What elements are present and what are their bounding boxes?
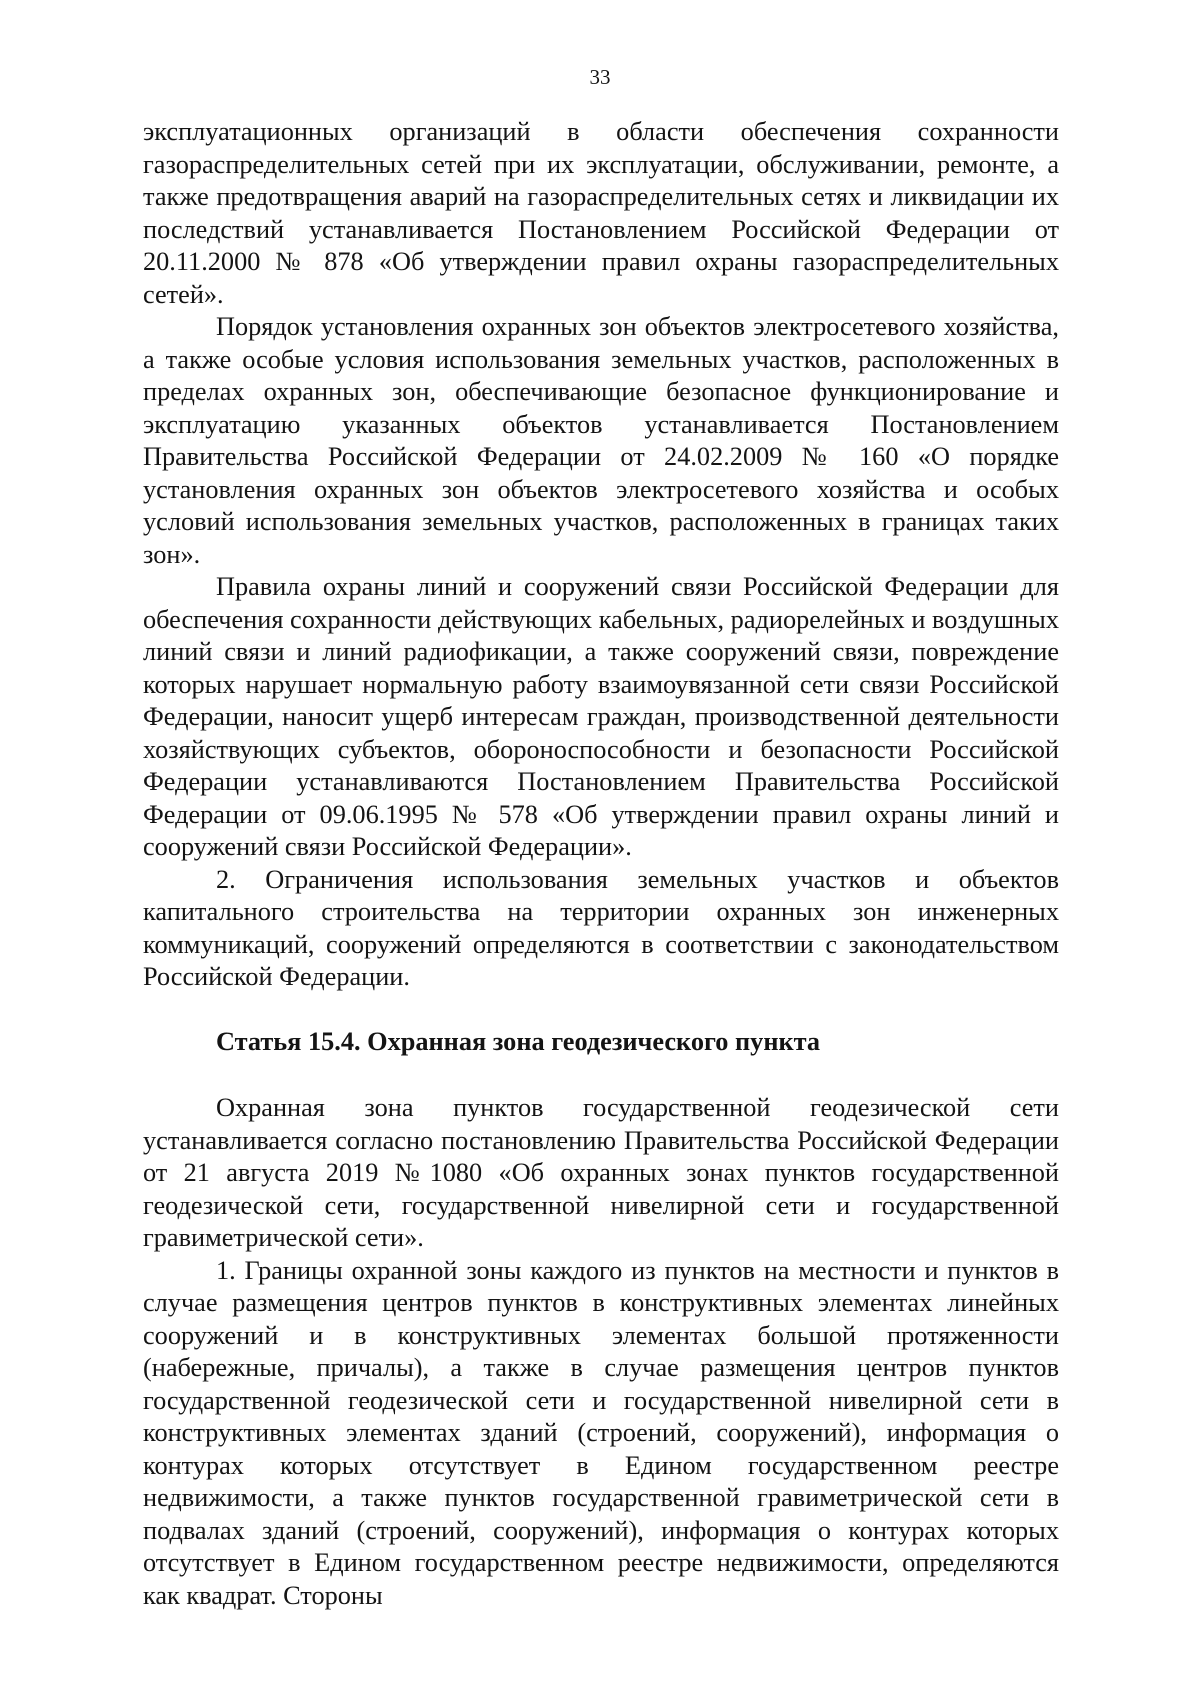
paragraph-gas-networks: эксплуатационных организаций в области обеспечения сохранности газораспределительных сетей при их эксплуатации, обслуживании, ремонте, а также предотвращения аварий на газораспределительных сетях и ликвидации их последствий устанавливается Постановлением Российской Федерации от 20.11.2000 № 878 «Об утверждении правил охраны газораспределительных сетей».: [143, 117, 1059, 309]
page-number: 33: [589, 65, 611, 89]
paragraph-communication-lines: Правила охраны линий и сооружений связи Российской Федерации для обеспечения сохранности действующих кабельных, радиорелейных и воздушных линий связи и линий радиофикации, а также сооружений связи, повреждение которых нарушает нормальную работу взаимоувязанной сети связи Российской Федерации, наносит ущерб интересам граждан, производственной деятельности хозяйствующих субъектов, обороноспособности и безопасности Российской Федерации устанавливаются Постановлением Правительства Российской Федерации от 09.06.1995 № 578 «Об утверждении правил охраны линий и сооружений связи Российской Федерации».: [143, 572, 1059, 861]
article-heading: Статья 15.4. Охранная зона геодезического пункта: [216, 1026, 821, 1056]
paragraph-geodetic-zone-boundaries: 1. Границы охранной зоны каждого из пунктов на местности и пунктов в случае размещения центров пунктов в конструктивных элементах линейных сооружений и в конструктивных элементах большой протяженности (набережные, причалы), а также в случае размещения центров пунктов государственной геодезической сети и государственной нивелирной сети в конструктивных элементах зданий (строений, сооружений), информация о контурах которых отсутствует в Едином государственном реестре недвижимости, а также пунктов государственной гравиметрической сети в подвалах зданий (строений, сооружений), информация о контурах которых отсутствует в Едином государственном реестре недвижимости, определяются как квадрат. Стороны: [143, 1255, 1059, 1610]
document-body: [143, 116, 1059, 1612]
paragraph-geodetic-zone-intro: Охранная зона пунктов государственной геодезической сети устанавливается согласно постановлению Правительства Российской Федерации от 21 августа 2019 №1080 «Об охранных зонах пунктов государственной геодезической сети, государственной нивелирной сети и государственной гравиметрической сети».: [143, 1093, 1059, 1252]
paragraph-electric-grid-zones: Порядок установления охранных зон объектов электросетевого хозяйства, а также особые условия использования земельных участков, расположенных в пределах охранных зон, обеспечивающие безопасное функционирование и эксплуатацию указанных объектов устанавливается Постановлением Правительства Российской Федерации от 24.02.2009 № 160 «О порядке установления охранных зон объектов электросетевого хозяйства и особых условий использования земельных участков, расположенных в границах таких зон».: [143, 312, 1059, 569]
paragraph-land-use-restrictions: 2. Ограничения использования земельных участков и объектов капитального строительства на территории охранных зон инженерных коммуникаций, сооружений определяются в соответствии с законодательством Российской Федерации.: [143, 864, 1059, 991]
